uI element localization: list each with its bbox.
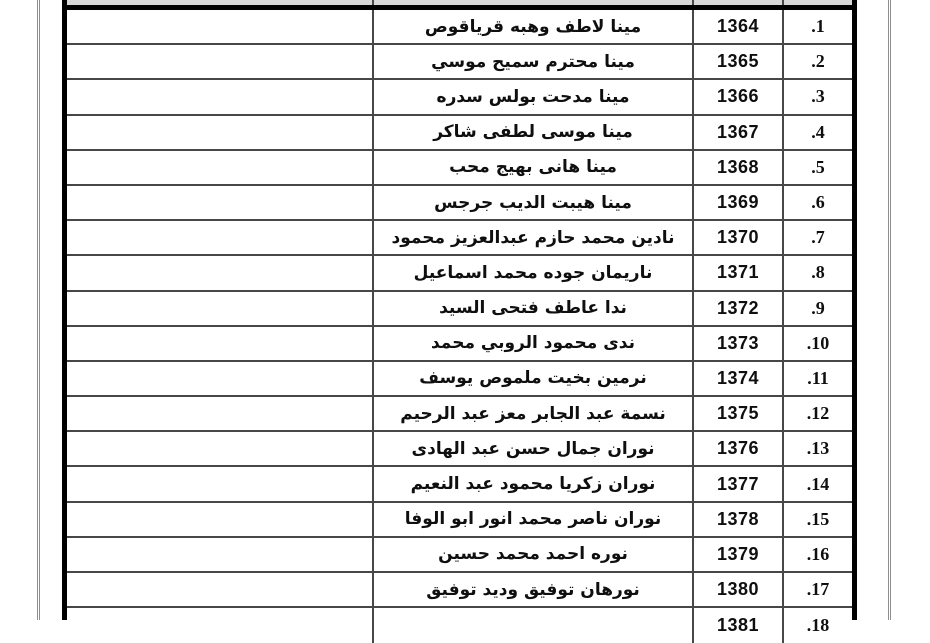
student-name-cell: نسمة عبد الجابر معز عبد الرحيم	[372, 397, 692, 430]
serial-number-cell: 1365	[692, 45, 782, 78]
table-row	[67, 503, 852, 538]
empty-cell	[67, 327, 372, 360]
empty-cell	[67, 10, 372, 43]
table-row	[67, 397, 852, 432]
student-roster-table	[62, 0, 857, 636]
table-row-partial	[67, 608, 852, 643]
empty-cell	[67, 432, 372, 465]
serial-number-cell: 1378	[692, 503, 782, 536]
table-row	[67, 10, 852, 45]
empty-cell	[67, 151, 372, 184]
table-row	[67, 538, 852, 573]
serial-number-cell: 1364	[692, 10, 782, 43]
student-name-cell: نورهان توفيق وديد توفيق	[372, 573, 692, 606]
empty-cell	[67, 362, 372, 395]
table-row	[67, 45, 852, 80]
serial-number-cell: 1375	[692, 397, 782, 430]
header-strip-name-cell	[372, 0, 692, 5]
student-name-cell: مينا محترم سميح موسي	[372, 45, 692, 78]
table-row	[67, 151, 852, 186]
row-index-cell: .9	[782, 292, 852, 325]
student-name-cell: ندا عاطف فتحى السيد	[372, 292, 692, 325]
serial-number-cell: 1381	[692, 608, 782, 643]
row-index-cell: .10	[782, 327, 852, 360]
empty-cell	[67, 397, 372, 430]
serial-number-cell: 1379	[692, 538, 782, 571]
row-index-cell: .13	[782, 432, 852, 465]
row-index-cell: .4	[782, 116, 852, 149]
page-margin-guide-left	[37, 0, 40, 620]
header-strip-number-cell	[692, 0, 782, 5]
row-index-cell: .17	[782, 573, 852, 606]
table-row	[67, 292, 852, 327]
serial-number-cell: 1371	[692, 256, 782, 289]
table-row	[67, 221, 852, 256]
serial-number-cell: 1377	[692, 467, 782, 500]
serial-number-cell: 1368	[692, 151, 782, 184]
page-margin-guide-right	[888, 0, 891, 620]
row-index-cell: .11	[782, 362, 852, 395]
student-name-cell: ناريمان جوده محمد اسماعيل	[372, 256, 692, 289]
empty-cell	[67, 292, 372, 325]
row-index-cell: .7	[782, 221, 852, 254]
student-name-cell: مينا هانى بهيج محب	[372, 151, 692, 184]
header-strip-empty-cell	[67, 0, 372, 5]
empty-cell	[67, 116, 372, 149]
row-index-cell: .6	[782, 186, 852, 219]
table-row	[67, 573, 852, 608]
empty-cell	[67, 221, 372, 254]
student-name-cell	[372, 608, 692, 643]
student-name-cell: مينا موسى لطفى شاكر	[372, 116, 692, 149]
row-index-cell: .12	[782, 397, 852, 430]
student-name-cell: مينا لاطف وهبه قرياقوص	[372, 10, 692, 43]
serial-number-cell: 1369	[692, 186, 782, 219]
serial-number-cell: 1376	[692, 432, 782, 465]
serial-number-cell: 1380	[692, 573, 782, 606]
student-name-cell: ندى محمود الروبي محمد	[372, 327, 692, 360]
student-name-cell: نوران زكريا محمود عبد النعيم	[372, 467, 692, 500]
student-name-cell: مينا هيبت الديب جرجس	[372, 186, 692, 219]
empty-cell	[67, 573, 372, 606]
student-name-cell: مينا مدحت بولس سدره	[372, 80, 692, 113]
row-index-cell: .8	[782, 256, 852, 289]
row-index-cell: .5	[782, 151, 852, 184]
empty-cell	[67, 186, 372, 219]
serial-number-cell: 1374	[692, 362, 782, 395]
table-row	[67, 467, 852, 502]
table-row	[67, 116, 852, 151]
row-index-cell: .14	[782, 467, 852, 500]
row-index-cell: .18	[782, 608, 852, 643]
empty-cell	[67, 538, 372, 571]
student-name-cell: نوران جمال حسن عبد الهادى	[372, 432, 692, 465]
row-index-cell: .1	[782, 10, 852, 43]
empty-cell	[67, 80, 372, 113]
student-name-cell: نوره احمد محمد حسين	[372, 538, 692, 571]
empty-cell	[67, 608, 372, 643]
table-row	[67, 432, 852, 467]
student-name-cell: نرمين بخيت ملموص يوسف	[372, 362, 692, 395]
row-index-cell: .2	[782, 45, 852, 78]
serial-number-cell: 1373	[692, 327, 782, 360]
empty-cell	[67, 256, 372, 289]
empty-cell	[67, 503, 372, 536]
table-row	[67, 327, 852, 362]
serial-number-cell: 1370	[692, 221, 782, 254]
row-index-cell: .15	[782, 503, 852, 536]
empty-cell	[67, 467, 372, 500]
table-row	[67, 362, 852, 397]
serial-number-cell: 1372	[692, 292, 782, 325]
serial-number-cell: 1367	[692, 116, 782, 149]
student-name-cell: نوران ناصر محمد انور ابو الوفا	[372, 503, 692, 536]
table-row	[67, 80, 852, 115]
serial-number-cell: 1366	[692, 80, 782, 113]
header-strip-index-cell	[782, 0, 852, 5]
table-row	[67, 186, 852, 221]
row-index-cell: .16	[782, 538, 852, 571]
student-name-cell: نادين محمد حازم عبدالعزيز محمود	[372, 221, 692, 254]
table-row	[67, 256, 852, 291]
header-row-bottom-strip	[67, 0, 852, 5]
row-index-cell: .3	[782, 80, 852, 113]
empty-cell	[67, 45, 372, 78]
